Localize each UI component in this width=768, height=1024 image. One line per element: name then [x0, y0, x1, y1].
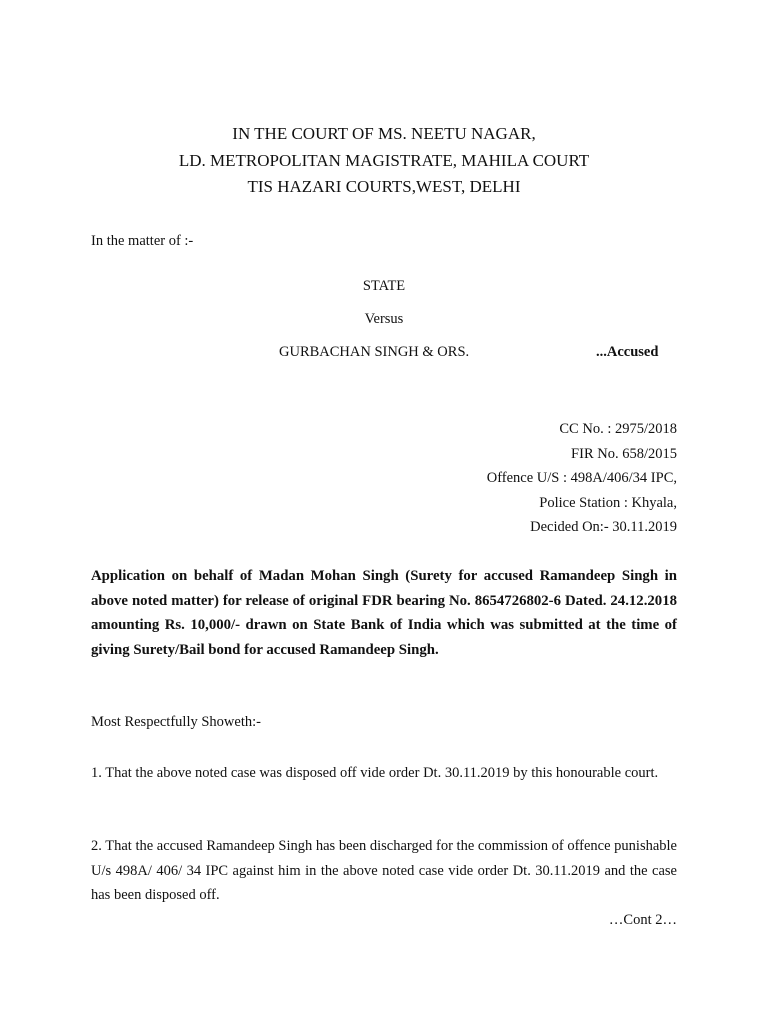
police-station: Police Station : Khyala, [539, 495, 677, 511]
offence-sections: Offence U/S : 498A/406/34 IPC, [486, 470, 677, 486]
matter-intro: In the matter of :- [91, 233, 194, 249]
cc-number: CC No. : 2975/2018 [559, 421, 677, 437]
application-title: Application on behalf of Madan Mohan Singh (Surety for accused Ramandeep Singh in above noted matter) for release of original FDR bearing No. 8654726802-6 Dated. 24.12.2018 amounting Rs. 10,000/- drawn on State Bank of India which was submitted at the time of giving Surety/Bail bond for accused Ramandeep Singh. [91, 568, 677, 658]
court-heading-line-3: TIS HAZARI COURTS,WEST, DELHI [247, 177, 521, 196]
court-heading-line-1: IN THE COURT OF MS. NEETU NAGAR, [232, 124, 536, 143]
decided-on-date: Decided On:- 30.11.2019 [530, 519, 677, 535]
party-accused: GURBACHAN SINGH & ORS. [279, 344, 470, 360]
accused-role: ...Accused [596, 344, 659, 360]
continuation-marker: …Cont 2… [608, 912, 677, 928]
versus-label: Versus [364, 311, 404, 327]
court-heading-line-2: LD. METROPOLITAN MAGISTRATE, MAHILA COURT [178, 151, 590, 170]
salutation: Most Respectfully Showeth:- [91, 714, 261, 730]
party-state: STATE [362, 278, 406, 294]
paragraph-1: 1. That the above noted case was disposed off vide order Dt. 30.11.2019 by this honourable court. [91, 765, 659, 781]
fir-number: FIR No. 658/2015 [571, 446, 677, 462]
paragraph-2: 2. That the accused Ramandeep Singh has been discharged for the commission of offence punishable U/s 498A/ 406/ 34 IPC against him in the above noted case vide order Dt. 30.11.2019 and the case has been disposed off. [91, 838, 677, 903]
